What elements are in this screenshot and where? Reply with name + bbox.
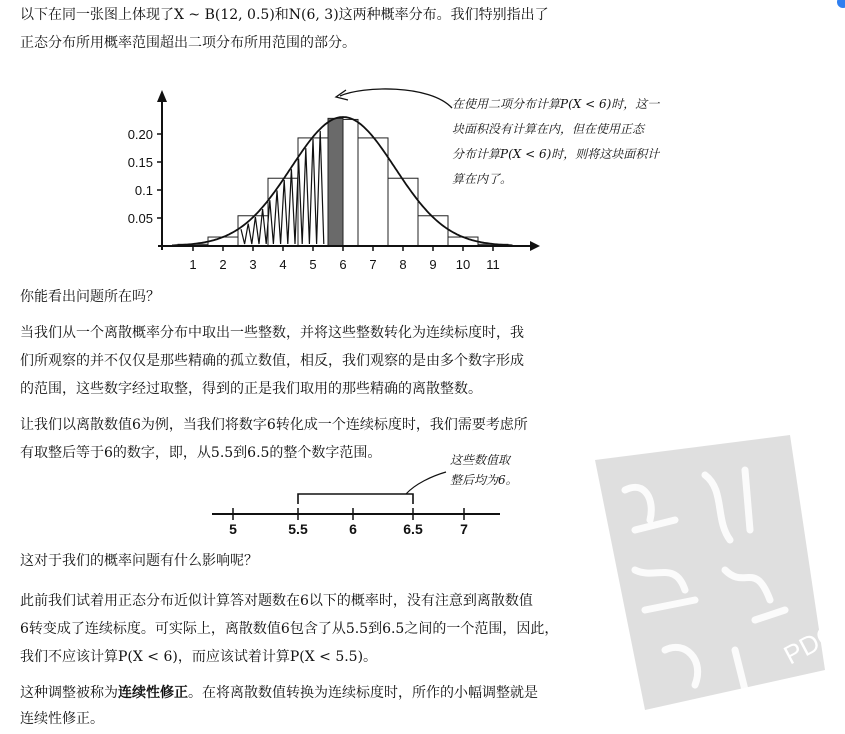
annotation-arrow <box>340 89 452 108</box>
x-tick-label: 7 <box>369 257 377 272</box>
para1-line: 的范围，这些数字经过取整，得到的正是我们取用的那些精确的离散整数。 <box>20 381 482 397</box>
note-arrow <box>406 472 446 494</box>
bar <box>208 237 238 246</box>
annotation-line: 在使用二项分布计算P(X < 6)时，这一 <box>452 97 660 111</box>
x-axis-arrow <box>530 241 540 251</box>
number-line-label: 6.5 <box>403 521 423 536</box>
y-tick-label: 0.1 <box>134 183 153 198</box>
binomial-normal-chart <box>100 88 660 278</box>
y-tick-label: 0.20 <box>127 127 153 142</box>
shaded-strip <box>328 118 343 246</box>
para4-suffix: 。在将离散数值转换为连续标度时，所作的小幅调整就是 <box>188 685 538 701</box>
para4-line-2: 连续性修正。 <box>20 711 104 727</box>
bar <box>418 216 448 246</box>
para4-prefix: 这种调整被称为 <box>20 685 118 701</box>
bar <box>358 138 388 246</box>
number-line-note: 整后均为6。 <box>450 473 518 487</box>
x-tick-label: 2 <box>219 257 227 272</box>
y-axis-arrow <box>157 90 167 102</box>
x-tick-labels <box>189 257 499 272</box>
watermark-seal <box>555 420 845 720</box>
number-line-label: 7 <box>460 521 468 536</box>
question-2: 这对于我们的概率问题有什么影响呢？ <box>20 553 258 569</box>
para1-line: 当我们从一个离散概率分布中取出一些整数，并将这些整数转化为连续标度时，我 <box>20 325 524 341</box>
x-tick-label: 10 <box>455 257 471 272</box>
y-tick-labels <box>128 127 153 226</box>
number-line-label: 5.5 <box>288 521 308 536</box>
y-tick-label: 0.05 <box>127 211 153 226</box>
para3-line: 6转变成了连续标度。可实际上，离散数值6包含了从5.5到6.5之间的一个范围，因此， <box>20 621 559 637</box>
x-tick-label: 4 <box>279 257 287 272</box>
corner-indicator <box>837 0 845 8</box>
para3-line: 此前我们试着用正态分布近似计算答对题数在6以下的概率时，没有注意到离散数值 <box>20 593 533 609</box>
number-line-note: 这些数值取 <box>450 453 511 467</box>
para2-line: 让我们以离散数值6为例，当我们将数字6转化成一个连续标度时，我们需要考虑所 <box>20 417 528 433</box>
x-tick-label: 8 <box>399 257 407 272</box>
para4-line-1 <box>20 680 538 706</box>
number-line-label: 5 <box>229 521 237 536</box>
number-line <box>200 446 540 536</box>
intro-line-2: 正态分布所用概率范围超出二项分布所用范围的部分。 <box>20 35 356 51</box>
annotation-line: 分布计算P(X < 6)时，则将这块面积计 <box>452 147 660 161</box>
x-tick-label: 11 <box>486 257 500 272</box>
number-line-label: 6 <box>349 521 357 536</box>
watermark-text: PDG <box>778 617 843 671</box>
para1-line: 们所观察的并不仅仅是那些精确的孤立数值，相反，我们观察的是由多个数字形成 <box>20 353 524 369</box>
x-tick-label: 3 <box>249 257 257 272</box>
y-tick-label: 0.15 <box>127 155 153 170</box>
para2-line: 有取整后等于6的数字，即，从5.5到6.5的整个数字范围。 <box>20 445 382 461</box>
x-tick-label: 6 <box>339 257 347 272</box>
x-tick-label: 1 <box>189 257 197 272</box>
para3-line: 我们不应该计算P(X < 6)，而应该试着计算P(X < 5.5)。 <box>20 649 378 665</box>
x-tick-label: 9 <box>429 257 437 272</box>
intro-line-1: 以下在同一张图上体现了X ~ B(12, 0.5)和N(6, 3)这两种概率分布。我们特别指出了 <box>20 7 549 23</box>
bar <box>448 237 478 246</box>
annotation-line: 块面积没有计算在内，但在使用正态 <box>452 122 645 136</box>
question-1: 你能看出问题所在吗？ <box>20 289 160 305</box>
bar <box>388 178 418 246</box>
annotation-line: 算在内了。 <box>452 172 513 186</box>
x-tick-label: 5 <box>309 257 317 272</box>
range-bracket <box>298 494 413 504</box>
para4-bold-term: 连续性修正 <box>118 685 188 701</box>
